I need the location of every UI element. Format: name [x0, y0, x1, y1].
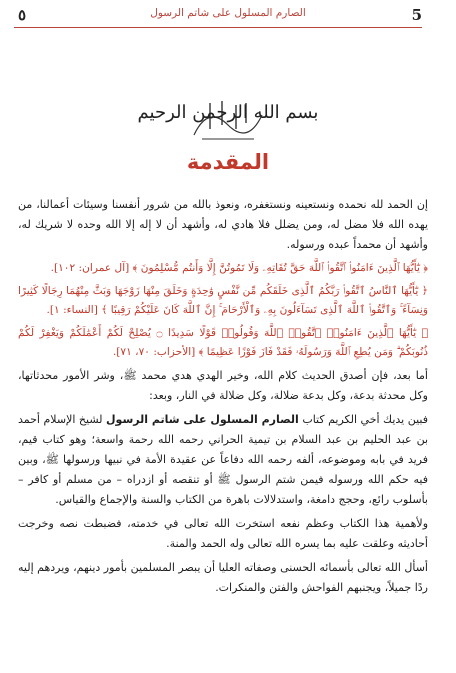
paragraph-opening: إن الحمد لله نحمده ونستعينه ونستغفره، ونعوذ بالله من شرور أنفسنا وسيئات أعمالنا، من يهده الله فلا مضل له، ومن يضلل فلا هادي له، وأشهد أن لا إله إلا الله وحده لا شريك له، وأشهد أن محمداً عبده ورسوله.	[18, 198, 428, 251]
page-number-arabic: ٥	[18, 6, 27, 24]
running-title: الصارم المسلول على شاتم الرسول	[150, 7, 306, 19]
paragraph-editing: ولأهمية هذا الكتاب وعظم نفعه استخرت الله تعالى في خدمته، فضبطت نصه وخرجت أحاديثه وعلقت عليه بما يسره الله تعالى وله الحمد والمنة.	[18, 517, 428, 550]
running-header	[0, 6, 456, 28]
section-title: المقدمة	[186, 150, 270, 174]
body-text	[18, 195, 428, 602]
verse-text: ﴿ يَٰٓأَيُّهَا ٱلنَّاسُ ٱتَّقُوا۟ رَبَّكُمُ ٱلَّذِى خَلَقَكُم مِّن نَّفْسٍ وَٰحِدَةٍ وَخَلَقَ مِنْهَا زَوْجَهَا وَبَثَّ مِنْهُمَا رِجَالًا كَثِيرًا وَنِسَآءً ۚ وَٱتَّقُوا۟ ٱللَّهَ ٱلَّذِى تَسَآءَلُونَ بِهِۦ وَٱلْأَرْحَامَ ۚ إِنَّ ٱللَّهَ كَانَ عَلَيْكُمْ رَقِيبًا ﴾	[18, 285, 428, 316]
page-number-latin: 5	[411, 6, 422, 24]
verse-reference: [آل عمران: ١٠٢].	[50, 262, 130, 274]
text-segment: لشيخ الإسلام أحمد بن عبد الحليم بن عبد السلام بن تيمية الحراني رحمه الله رحمة واسعة؛ وهو كتاب قيم، فريد في بابه وموضوعه، ألفه رحمه الله دفاعاً عن عقيدة الأمة في نبيها ورسولها ﷺ، وبين فيه حكم الله ورسوله فيمن شتم الرسول ﷺ أو تنقصه أو ازدراه – من مسلم أو كافر – بأسلوب رائع، وحجج دامغة، واستدلالات باهرة من الكتاب والسنة والإجماع والقياس.	[18, 413, 428, 506]
quran-verse-3	[18, 324, 428, 362]
verse-text: ﴿ يَٰٓأَيُّهَا ٱلَّذِينَ ءَامَنُوا۟ ٱتَّقُوا۟ ٱللَّهَ حَقَّ تُقَاتِهِۦ وَلَا تَمُوتُنَّ إِلَّا وَأَنتُم مُّسْلِمُونَ ﴾	[132, 262, 428, 274]
verse-text: ﴿ يَٰٓأَيُّهَا ٱلَّذِينَ ءَامَنُوا۟ ٱتَّقُوا۟ ٱللَّهَ وَقُولُوا۟ قَوْلًا سَدِيدًا ۝ يُصْلِحْ لَكُمْ أَعْمَٰلَكُمْ وَيَغْفِرْ لَكُمْ ذُنُوبَكُمْ ۗ وَمَن يُطِعِ ٱللَّهَ وَرَسُولَهُۥ فَقَدْ فَازَ فَوْزًا عَظِيمًا ﴾	[18, 327, 428, 358]
text-segment: فبين يديك أخي الكريم كتاب	[298, 413, 428, 426]
paragraph-book-intro	[18, 410, 428, 510]
verse-reference: [الأحزاب: ٧٠، ٧١].	[112, 346, 196, 358]
verse-reference: [النساء: ١].	[46, 304, 98, 316]
book-title: الصارم المسلول على شاتم الرسول	[106, 413, 299, 426]
paragraph-supplication: أسأل الله تعالى بأسمائه الحسنى وصفاته العليا أن يبصر المسلمين بأمور دينهم، ويردهم إليه ردًا جميلاً، ويجنبهم الفواحش والفتن والمنكرات.	[18, 561, 428, 594]
quran-verse-1	[18, 259, 428, 278]
header-rule	[14, 27, 422, 28]
basmala: بسم الله الرحمن الرحيم	[137, 102, 319, 123]
paragraph-amma-bad: أما بعد، فإن أصدق الحديث كلام الله، وخير الهدي هدي محمد ﷺ، وشر الأمور محدثاتها، وكل محدثة بدعة، وكل بدعة ضلالة، وكل ضلالة في النار، وبعد:	[18, 369, 428, 402]
quran-verse-2	[18, 282, 428, 320]
